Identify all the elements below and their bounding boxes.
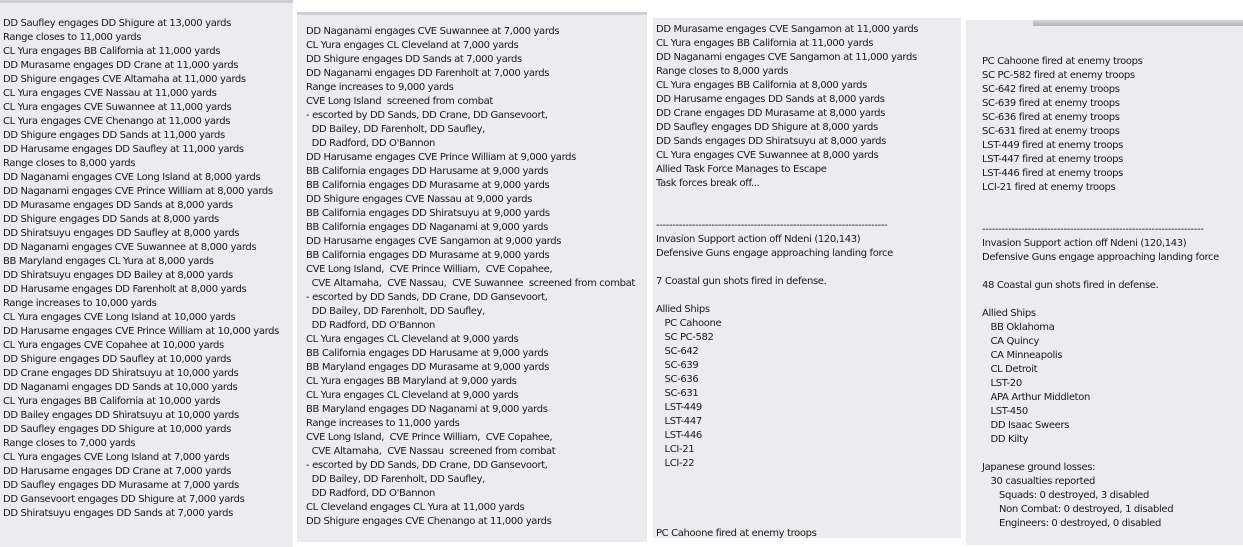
- report-line: [982, 195, 1243, 209]
- report-line: DD Harusame engages CVE Prince William at 10,000 yards: [3, 326, 280, 337]
- report-line: CL Yura engages CVE Copahee at 10,000 yards: [3, 340, 224, 351]
- report-line: SC-639 fired at enemy troops: [982, 98, 1120, 109]
- report-line: DD Harusame engages DD Farenholt at 8,000 yards: [3, 284, 247, 295]
- report-line: DD Bailey, DD Farenholt, DD Saufley,: [306, 474, 485, 485]
- report-line: DD Sands engages DD Shiratsuyu at 8,000 yards: [656, 136, 886, 147]
- pencil-image: [1033, 20, 1243, 26]
- report-line: DD Shigure engages CVE Chenango at 11,000 yards: [306, 516, 552, 527]
- report-text: [3, 17, 293, 521]
- report-line: LST-446: [656, 430, 702, 441]
- report-line: DD Shiratsuyu engages DD Saufley at 8,000 yards: [3, 228, 240, 239]
- report-line: Range increases to 10,000 yards: [3, 298, 157, 309]
- report-line: DD Crane engages DD Murasame at 8,000 yards: [656, 108, 886, 119]
- report-line: LST-449: [656, 402, 702, 413]
- report-line: -----------------------------------------------------------------------: [656, 220, 888, 231]
- report-line: DD Shigure engages CVE Nassau at 9,000 yards: [306, 194, 532, 205]
- report-line: DD Harusame engages DD Sands at 8,000 yards: [656, 94, 885, 105]
- report-line: DD Saufley engages DD Shigure at 8,000 yards: [656, 122, 878, 133]
- report-line: BB California engages DD Murasame at 9,000 yards: [306, 180, 550, 191]
- report-line: LST-447 fired at enemy troops: [982, 154, 1124, 165]
- report-line: DD Shigure engages DD Saufley at 10,000 yards: [3, 354, 231, 365]
- report-line: Allied Ships: [982, 308, 1036, 319]
- page-top-edge: [297, 12, 647, 15]
- report-line: DD Kilty: [982, 434, 1029, 445]
- report-line: Task forces break off...: [656, 178, 760, 189]
- report-text: [306, 25, 647, 529]
- report-line: BB California engages DD Murasame at 9,000 yards: [306, 250, 550, 261]
- report-line: DD Harusame engages DD Saufley at 11,000 yards: [3, 144, 244, 155]
- report-line: LST-449 fired at enemy troops: [982, 140, 1124, 151]
- report-line: DD Murasame engages DD Crane at 11,000 yards: [3, 60, 239, 71]
- report-line: SC-642 fired at enemy troops: [982, 84, 1120, 95]
- report-line: PC Cahoone fired at enemy troops: [656, 528, 817, 538]
- report-line: Range increases to 11,000 yards: [306, 418, 460, 429]
- report-line: LST-446 fired at enemy troops: [982, 168, 1124, 179]
- report-line: Non Combat: 0 destroyed, 1 disabled: [982, 504, 1174, 515]
- report-line: DD Naganami engages CVE Prince William at 8,000 yards: [3, 186, 273, 197]
- report-line: Japanese ground losses:: [982, 462, 1096, 473]
- report-line: CVE Long Island, CVE Prince William, CVE Copahee,: [306, 432, 553, 443]
- report-line: DD Shigure engages DD Sands at 11,000 yards: [3, 130, 225, 141]
- report-line: DD Gansevoort engages DD Shigure at 7,000 yards: [3, 494, 245, 505]
- report-line: CL Yura engages BB California at 10,000 yards: [3, 396, 221, 407]
- report-line: Range closes to 8,000 yards: [3, 158, 136, 169]
- report-line: Defensive Guns engage approaching landing force: [982, 252, 1219, 263]
- report-line: 48 Coastal gun shots fired in defense.: [982, 280, 1159, 291]
- report-line: Invasion Support action off Ndeni (120,143): [982, 238, 1187, 249]
- report-line: 30 casualties reported: [982, 476, 1096, 487]
- report-line: CVE Altamaha, CVE Nassau screened from combat: [306, 446, 556, 457]
- report-line: DD Saufley engages DD Murasame at 7,000 yards: [3, 480, 239, 491]
- report-line: [982, 447, 1243, 461]
- report-line: [656, 485, 961, 499]
- report-line: DD Naganami engages CVE Suwannee at 7,000 yards: [306, 26, 560, 37]
- report-line: [656, 205, 961, 219]
- report-line: Defensive Guns engage approaching landing force: [656, 248, 893, 259]
- report-line: SC-631 fired at enemy troops: [982, 126, 1120, 137]
- combat-report-page-4: [966, 20, 1243, 545]
- report-line: LCI-21 fired at enemy troops: [982, 182, 1116, 193]
- report-line: CL Yura engages BB Maryland at 9,000 yards: [306, 376, 517, 387]
- report-line: DD Bailey, DD Farenholt, DD Saufley,: [306, 124, 485, 135]
- report-line: DD Naganami engages CVE Sangamon at 11,000 yards: [656, 52, 917, 63]
- report-line: DD Murasame engages CVE Sangamon at 11,000 yards: [656, 24, 919, 35]
- report-line: DD Saufley engages DD Shigure at 13,000 yards: [3, 18, 231, 29]
- report-line: DD Harusame engages DD Crane at 7,000 yards: [3, 466, 231, 477]
- report-line: CL Yura engages CL Cleveland at 9,000 yards: [306, 390, 519, 401]
- report-line: CL Cleveland engages CL Yura at 11,000 yards: [306, 502, 525, 513]
- report-line: CA Quincy: [982, 336, 1040, 347]
- report-line: DD Shigure engages DD Sands at 8,000 yards: [3, 214, 219, 225]
- report-line: SC-642: [656, 346, 699, 357]
- report-line: BB Maryland engages DD Murasame at 9,000 yards: [306, 362, 549, 373]
- report-line: [982, 265, 1243, 279]
- report-line: CL Yura engages CL Cleveland at 9,000 yards: [306, 334, 519, 345]
- report-line: [656, 261, 961, 275]
- report-line: DD Naganami engages DD Sands at 10,000 yards: [3, 382, 238, 393]
- report-line: LST-20: [982, 378, 1022, 389]
- report-line: DD Shigure engages CVE Altamaha at 11,000 yards: [3, 74, 246, 85]
- report-line: 7 Coastal gun shots fired in defense.: [656, 276, 827, 287]
- report-line: CL Yura engages BB California at 8,000 yards: [656, 80, 868, 91]
- report-line: CL Yura engages BB California at 11,000 yards: [656, 38, 874, 49]
- report-line: BB Oklahoma: [982, 322, 1055, 333]
- report-line: Squads: 0 destroyed, 3 disabled: [982, 490, 1149, 501]
- report-line: LST-450: [982, 406, 1028, 417]
- report-line: SC PC-582 fired at enemy troops: [982, 70, 1135, 81]
- combat-report-page-2: [297, 12, 647, 542]
- report-line: - escorted by DD Sands, DD Crane, DD Gansevoort,: [306, 460, 548, 471]
- report-line: DD Bailey engages DD Shiratsuyu at 10,000 yards: [3, 410, 239, 421]
- report-line: CL Yura engages CVE Long Island at 10,000 yards: [3, 312, 236, 323]
- report-line: CVE Long Island screened from combat: [306, 96, 493, 107]
- report-line: PC Cahoone fired at enemy troops: [982, 56, 1143, 67]
- report-line: BB California engages DD Shiratsuyu at 9,000 yards: [306, 208, 550, 219]
- report-line: [656, 191, 961, 205]
- report-line: Invasion Support action off Ndeni (120,143): [656, 234, 861, 245]
- report-line: BB Maryland engages CL Yura at 8,000 yards: [3, 256, 214, 267]
- report-line: DD Bailey, DD Farenholt, DD Saufley,: [306, 306, 485, 317]
- report-line: CL Detroit: [982, 364, 1038, 375]
- report-line: [656, 499, 961, 513]
- report-line: DD Naganami engages DD Farenholt at 7,000 yards: [306, 68, 550, 79]
- report-line: [656, 471, 961, 485]
- report-line: --------------------------------------------------------------------: [982, 224, 1204, 235]
- report-line: CL Yura engages CL Cleveland at 7,000 yards: [306, 40, 519, 51]
- report-line: - escorted by DD Sands, DD Crane, DD Gansevoort,: [306, 292, 548, 303]
- report-line: DD Murasame engages DD Sands at 8,000 yards: [3, 200, 233, 211]
- report-line: DD Radford, DD O'Bannon: [306, 138, 435, 149]
- report-line: LCI-21: [656, 444, 695, 455]
- report-line: SC-636: [656, 374, 699, 385]
- report-line: [982, 293, 1243, 307]
- report-line: Range closes to 11,000 yards: [3, 32, 142, 43]
- report-line: CL Yura engages CVE Nassau at 11,000 yards: [3, 88, 217, 99]
- report-line: SC-636 fired at enemy troops: [982, 112, 1120, 123]
- report-line: SC-639: [656, 360, 699, 371]
- report-line: SC-631: [656, 388, 699, 399]
- report-line: Allied Task Force Manages to Escape: [656, 164, 827, 175]
- report-line: DD Shiratsuyu engages DD Bailey at 8,000 yards: [3, 270, 233, 281]
- report-line: Range closes to 7,000 yards: [3, 438, 136, 449]
- report-line: [656, 289, 961, 303]
- report-line: Engineers: 0 destroyed, 0 disabled: [982, 518, 1161, 529]
- report-line: CL Yura engages CVE Suwannee at 8,000 yards: [656, 150, 879, 161]
- combat-report-page-1: [0, 0, 293, 547]
- page-top-edge: [0, 0, 293, 3]
- report-line: LCI-22: [656, 458, 695, 469]
- report-line: CL Yura engages CVE Chenango at 11,000 yards: [3, 116, 231, 127]
- report-line: CL Yura engages BB California at 11,000 yards: [3, 46, 221, 57]
- combat-report-page-3: [653, 18, 961, 538]
- report-line: DD Radford, DD O'Bannon: [306, 320, 435, 331]
- report-line: DD Saufley engages DD Shigure at 10,000 yards: [3, 424, 231, 435]
- report-line: BB California engages DD Harusame at 9,000 yards: [306, 166, 549, 177]
- report-line: [656, 513, 961, 527]
- report-line: PC Cahoone: [656, 318, 722, 329]
- report-line: DD Radford, DD O'Bannon: [306, 488, 435, 499]
- report-line: DD Harusame engages CVE Sangamon at 9,000 yards: [306, 236, 562, 247]
- report-line: CL Yura engages CVE Suwannee at 11,000 yards: [3, 102, 232, 113]
- report-line: DD Naganami engages CVE Suwannee at 8,000 yards: [3, 242, 257, 253]
- report-line: APA Arthur Middleton: [982, 392, 1090, 403]
- report-line: DD Isaac Sweers: [982, 420, 1070, 431]
- report-line: BB California engages DD Naganami at 9,000 yards: [306, 222, 549, 233]
- report-line: CA Minneapolis: [982, 350, 1063, 361]
- report-line: DD Shiratsuyu engages DD Sands at 7,000 yards: [3, 508, 233, 519]
- report-line: Allied Ships: [656, 304, 710, 315]
- report-line: CVE Long Island, CVE Prince William, CVE Copahee,: [306, 264, 553, 275]
- report-line: - escorted by DD Sands, DD Crane, DD Gansevoort,: [306, 110, 548, 121]
- report-line: DD Shigure engages DD Sands at 7,000 yards: [306, 54, 522, 65]
- report-line: Range increases to 9,000 yards: [306, 82, 454, 93]
- report-line: SC PC-582: [656, 332, 714, 343]
- report-line: DD Naganami engages CVE Long Island at 8,000 yards: [3, 172, 261, 183]
- report-text: [656, 23, 961, 538]
- report-line: DD Crane engages DD Shiratsuyu at 10,000 yards: [3, 368, 239, 379]
- report-line: [982, 209, 1243, 223]
- report-line: CVE Altamaha, CVE Nassau, CVE Suwannee screened from combat: [306, 278, 635, 289]
- report-line: CL Yura engages CVE Long Island at 7,000 yards: [3, 452, 230, 463]
- report-line: LST-447: [656, 416, 702, 427]
- report-line: DD Harusame engages CVE Prince William at 9,000 yards: [306, 152, 577, 163]
- report-line: Range closes to 8,000 yards: [656, 66, 789, 77]
- report-line: BB Maryland engages DD Naganami at 9,000 yards: [306, 404, 548, 415]
- report-line: BB California engages DD Harusame at 9,000 yards: [306, 348, 549, 359]
- report-text: [982, 55, 1243, 531]
